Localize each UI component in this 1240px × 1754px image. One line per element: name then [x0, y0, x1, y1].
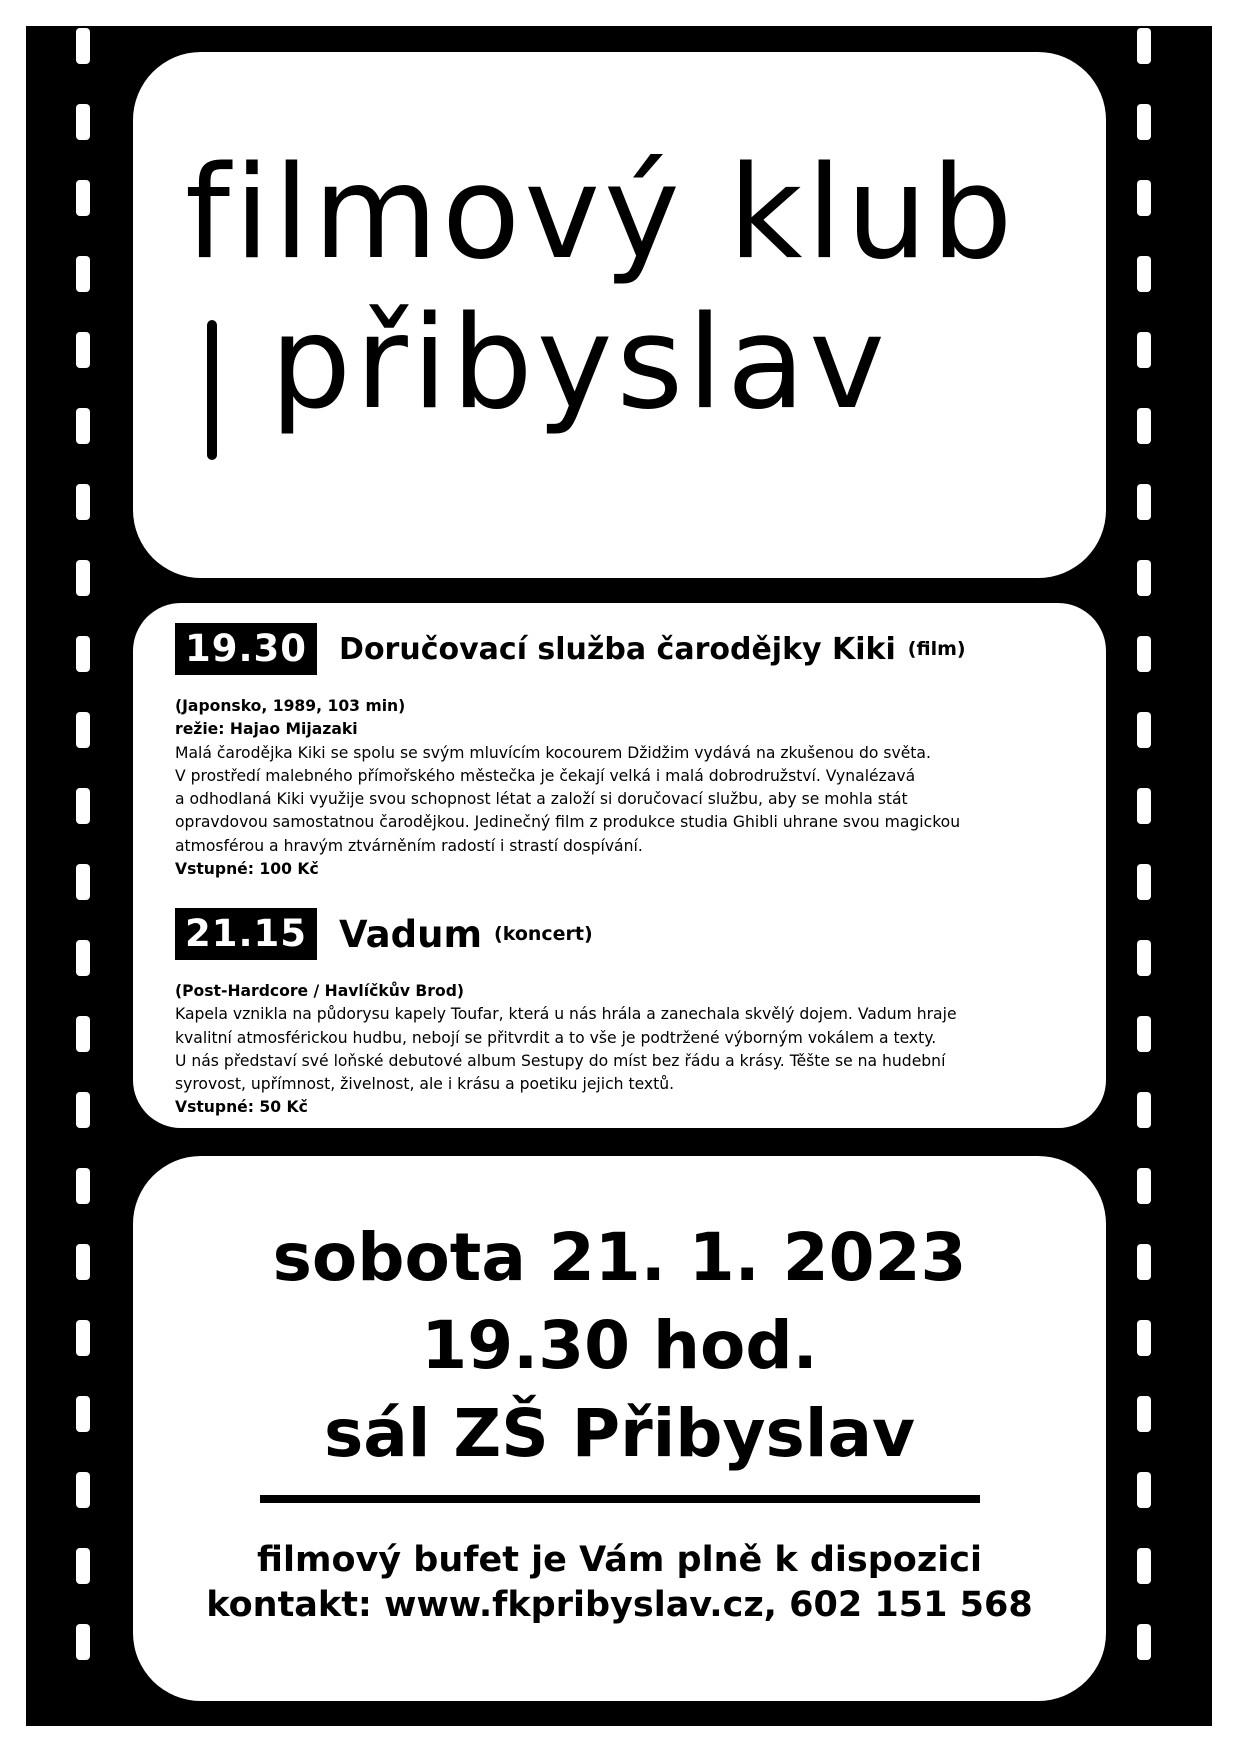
film-perforation: [1137, 788, 1151, 824]
film-perforation: [1137, 1016, 1151, 1052]
description-line: a odhodlaná Kiki využije svou schopnost létat a založí si doručovací službu, aby se mohla stát: [175, 790, 908, 809]
description-line: opravdovou samostatnou čarodějkou. Jedinečný film z produkce studia Ghibli uhrane svou magickou: [175, 813, 961, 832]
divider: [260, 1495, 980, 1503]
event-type: (koncert): [494, 923, 593, 945]
event-price: Vstupné: 100 Kč: [175, 860, 319, 879]
film-perforation: [76, 1472, 90, 1508]
film-perforation: [1137, 28, 1151, 64]
film-perforation: [1137, 864, 1151, 900]
event-date: sobota 21. 1. 2023: [272, 1219, 967, 1296]
film-perforation: [1137, 1396, 1151, 1432]
film-perforation: [76, 332, 90, 368]
description-line: Kapela vznikla na půdorysu kapely Toufar, která u nás hrála a zanechala skvělý dojem. Vadum hraje: [175, 1005, 957, 1024]
event-type: (film): [907, 638, 966, 660]
film-perforation: [76, 940, 90, 976]
film-perforation: [76, 788, 90, 824]
film-perforation: [76, 864, 90, 900]
event-meta: (Post-Hardcore / Havlíčkův Brod): [175, 982, 464, 1000]
film-perforation: [1137, 712, 1151, 748]
film-perforation: [1137, 940, 1151, 976]
event-title: Doručovací služba čarodějky Kiki: [339, 631, 896, 667]
film-perforation: [1137, 1244, 1151, 1280]
film-perforation: [76, 636, 90, 672]
film-perforation: [76, 1092, 90, 1128]
event-concert: [175, 908, 1075, 1120]
film-perforation: [1137, 1472, 1151, 1508]
film-perforation: [76, 712, 90, 748]
event-start-time: 19.30 hod.: [421, 1307, 818, 1384]
club-logo: [185, 139, 1065, 460]
film-perforation: [76, 104, 90, 140]
event-film: [175, 623, 1075, 881]
film-perforation: [1137, 256, 1151, 292]
event-description: [175, 980, 1075, 1120]
film-perforation: [1137, 104, 1151, 140]
description-line: U nás představí své loňské debutové album Sestupy do míst bez řádu a krásy. Těšte se na hudební: [175, 1051, 946, 1070]
film-perforation: [76, 1396, 90, 1432]
description-line: V prostředí malebného přímořského městečka je čekají velká i malá dobrodružství. Vynalézavá: [175, 766, 916, 785]
description-line: kvalitní atmosférickou hudbu, nebojí se přitvrdit a to vše je podtržené výborným vokálem a texty.: [175, 1028, 937, 1047]
film-perforation: [1137, 1548, 1151, 1584]
film-perforation: [1137, 484, 1151, 520]
film-perforation: [76, 256, 90, 292]
film-perforation: [1137, 636, 1151, 672]
event-header: [175, 908, 1075, 960]
film-perforation: [76, 1624, 90, 1660]
film-perforation: [1137, 408, 1151, 444]
description-line: syrovost, upřímnost, živelnost, ale i krásu a poetiku jejich textů.: [175, 1075, 675, 1094]
film-perforation: [76, 484, 90, 520]
film-perforation: [1137, 1092, 1151, 1128]
film-perforation: [76, 1548, 90, 1584]
film-perforation: [76, 180, 90, 216]
film-perforation: [76, 1016, 90, 1052]
film-perforation: [1137, 1624, 1151, 1660]
event-header: [175, 623, 1075, 675]
event-venue: sál ZŠ Přibyslav: [323, 1395, 916, 1472]
film-perforation: [76, 1320, 90, 1356]
event-time: 21.15: [175, 908, 317, 960]
logo-bar-mark: [207, 320, 217, 460]
event-meta: (Japonsko, 1989, 103 min): [175, 697, 406, 715]
film-perforation: [1137, 560, 1151, 596]
film-perforation: [76, 1244, 90, 1280]
event-price: Vstupné: 50 Kč: [175, 1098, 308, 1117]
logo-line-1: filmový klub: [185, 139, 1017, 288]
event-time: 19.30: [175, 623, 317, 675]
buffet-note: filmový bufet je Vám plně k dispozici: [257, 1540, 982, 1580]
event-director: režie: Hajao Mijazaki: [175, 720, 358, 739]
film-perforation: [1137, 1320, 1151, 1356]
film-perforation: [76, 1168, 90, 1204]
film-perforation: [1137, 332, 1151, 368]
film-perforation: [76, 28, 90, 64]
film-perforation: [1137, 1168, 1151, 1204]
film-perforation: [76, 560, 90, 596]
event-title: Vadum: [339, 912, 483, 956]
event-description: [175, 695, 1075, 881]
film-perforation: [1137, 180, 1151, 216]
contact-line: kontakt: www.fkpribyslav.cz, 602 151 568: [206, 1585, 1033, 1625]
logo-line-2: přibyslav: [270, 289, 889, 438]
description-line: Malá čarodějka Kiki se spolu se svým mluvícím kocourem Džidžim vydává na zkušenou do světa.: [175, 743, 931, 762]
description-line: atmosférou a hravým ztvárněním radostí i strastí dospívání.: [175, 836, 643, 855]
film-perforation: [76, 408, 90, 444]
